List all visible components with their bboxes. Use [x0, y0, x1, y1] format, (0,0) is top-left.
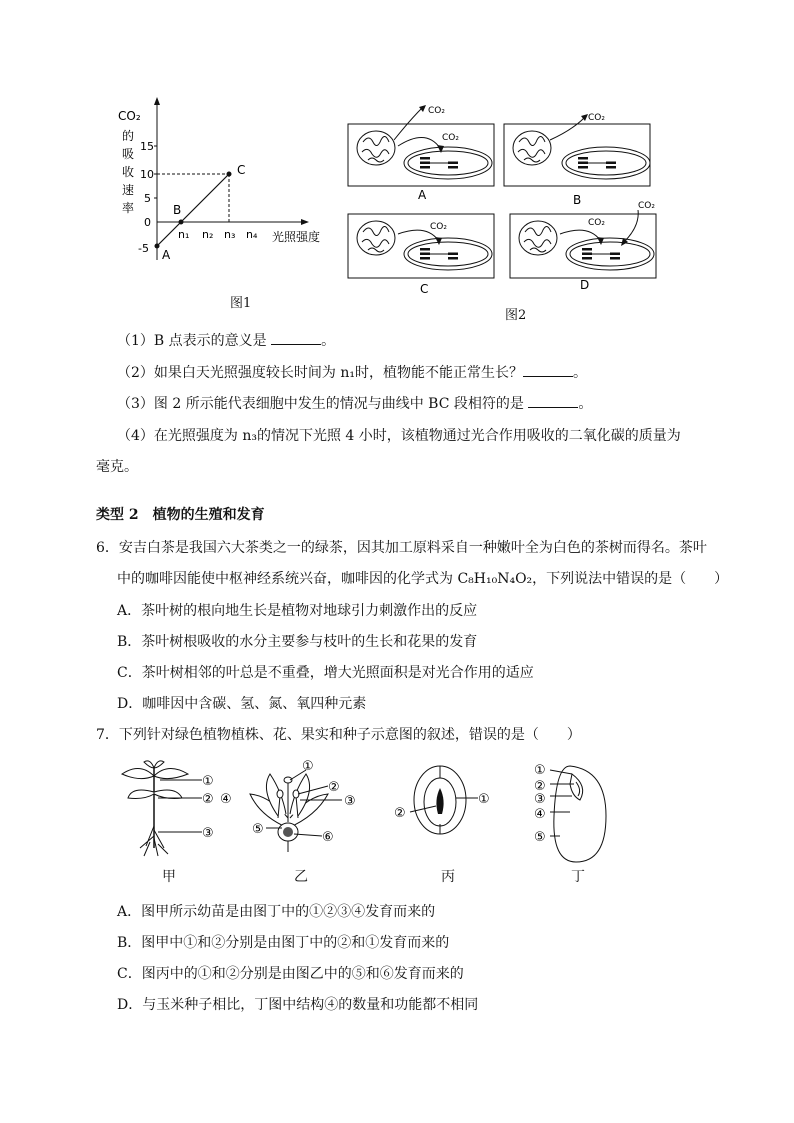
y-label-line: 收 — [122, 165, 135, 179]
q6-option-a[interactable]: A．茶叶树的根向地生长是植物对地球引力刺激作出的反应 — [117, 603, 478, 619]
gas-label: CO₂ — [430, 222, 447, 232]
circled-num: ③ — [202, 826, 214, 841]
y-label-line: 率 — [122, 201, 135, 215]
curve-segment — [181, 174, 229, 222]
gas-label: CO₂ — [588, 113, 605, 123]
q6-option-d[interactable]: D．咖啡因中含碳、氢、氮、氧四种元素 — [117, 696, 367, 712]
point-a — [155, 244, 160, 249]
q7-option-b[interactable]: B．图甲中①和②分别是由图丁中的②和①发育而来的 — [117, 935, 450, 951]
y-tick: 5 — [144, 192, 151, 205]
circled-num: ② — [534, 779, 546, 794]
panel-d-label: D — [580, 278, 590, 292]
q7-option-c[interactable]: C．图丙中的①和②分别是由图乙中的⑤和⑥发育而来的 — [117, 966, 464, 982]
point-b-label: B — [173, 203, 182, 217]
question-1: （1）B 点表示的意义是 。 — [117, 333, 336, 349]
circled-num: ① — [302, 759, 314, 774]
fig-label-yi: 乙 — [294, 869, 308, 885]
answer-blank[interactable] — [528, 395, 578, 408]
point-c-label: C — [237, 163, 246, 177]
x-axis-arrow — [301, 219, 309, 225]
question-4: （4）在光照强度为 n₃的情况下光照 4 小时，该植物通过光合作用吸收的二氧化碳的质量为 — [117, 428, 681, 444]
point-b — [179, 220, 184, 225]
q6-stem-1: 6．安吉白茶是我国六大茶类之一的绿茶，因其加工原料采自一种嫩叶全为白色的茶树而得名。茶叶 — [96, 540, 707, 556]
x-tick: n₂ — [202, 228, 214, 241]
fig-label-jia: 甲 — [162, 869, 176, 885]
circled-num: ① — [202, 774, 214, 789]
figure-1-caption: 图1 — [230, 296, 252, 311]
circled-num: ① — [534, 763, 546, 778]
circled-num: ⑥ — [322, 830, 334, 845]
seed-figure — [550, 766, 606, 862]
circled-num: ⑤ — [534, 830, 546, 845]
x-label: 光照强度 — [272, 230, 321, 244]
q6-stem-2: 中的咖啡因能使中枢神经系统兴奋，咖啡因的化学式为 C₈H₁₀N₄O₂，下列说法中错误的是（ ） — [117, 571, 729, 587]
x-tick: n₃ — [224, 228, 236, 241]
gas-label: CO₂ — [588, 218, 605, 228]
question-3: （3）图 2 所示能代表细胞中发生的情况与曲线中 BC 段相符的是 。 — [117, 396, 593, 412]
circled-num: ③ — [534, 792, 546, 807]
y-label-line: 吸 — [122, 147, 135, 161]
circled-num: ② — [202, 792, 214, 807]
circled-num: ① — [478, 792, 490, 807]
section-title: 类型 2 植物的生殖和发育 — [96, 507, 265, 523]
circled-num: ⑤ — [252, 822, 264, 837]
seedling-figure — [122, 761, 202, 856]
answer-blank[interactable] — [271, 332, 321, 345]
figure-1-graph — [110, 95, 340, 270]
figure-2-caption: 图2 — [505, 308, 527, 323]
y-tick: -5 — [138, 242, 149, 255]
y-tick: 10 — [140, 168, 154, 181]
fig-label-ding: 丁 — [571, 869, 585, 885]
circled-num: ② — [394, 806, 406, 821]
gas-label: CO₂ — [638, 201, 655, 211]
q7-stem: 7．下列针对绿色植物植株、花、果实和种子示意图的叙述，错误的是（ ） — [96, 727, 581, 743]
q7-option-d[interactable]: D．与玉米种子相比，丁图中结构④的数量和功能都不相同 — [117, 997, 479, 1013]
circled-num: ④ — [220, 792, 232, 807]
y-tick: 0 — [144, 216, 151, 229]
question-2: （2）如果白天光照强度较长时间为 n₁时，植物能不能正常生长？ 。 — [117, 365, 587, 381]
q7-option-a[interactable]: A．图甲所示幼苗是由图丁中的①②③④发育而来的 — [117, 904, 436, 920]
gas-label: CO₂ — [442, 133, 459, 143]
x-tick: n₄ — [246, 228, 258, 241]
circled-num: ④ — [534, 807, 546, 822]
panel-c-label: C — [420, 282, 429, 296]
circled-num: ③ — [344, 794, 356, 809]
gas-label: CO₂ — [428, 106, 445, 116]
y-tick: 15 — [140, 140, 154, 153]
question-4-cont: 毫克。 — [96, 459, 138, 475]
fig-label-bing: 丙 — [441, 869, 455, 885]
circled-num: ② — [328, 780, 340, 795]
y-axis-arrow — [154, 97, 160, 105]
q6-option-c[interactable]: C．茶叶树相邻的叶总是不重叠，增大光照面积是对光合作用的适应 — [117, 665, 534, 681]
point-a-label: A — [162, 248, 171, 262]
q6-option-b[interactable]: B．茶叶树根吸收的水分主要参与枝叶的生长和花果的发育 — [117, 634, 478, 650]
x-tick: n₁ — [178, 228, 190, 241]
fruit-figure — [410, 766, 478, 834]
panel-b-label: B — [573, 193, 582, 207]
point-c — [227, 172, 232, 177]
y-label-line: 的 — [122, 129, 135, 143]
y-label-line: 速 — [122, 183, 135, 197]
panel-a-label: A — [418, 188, 427, 202]
figure-2-cells — [340, 100, 660, 300]
y-label-line: CO₂ — [118, 109, 141, 123]
figure-q7-plants — [110, 756, 630, 886]
answer-blank[interactable] — [523, 364, 573, 377]
